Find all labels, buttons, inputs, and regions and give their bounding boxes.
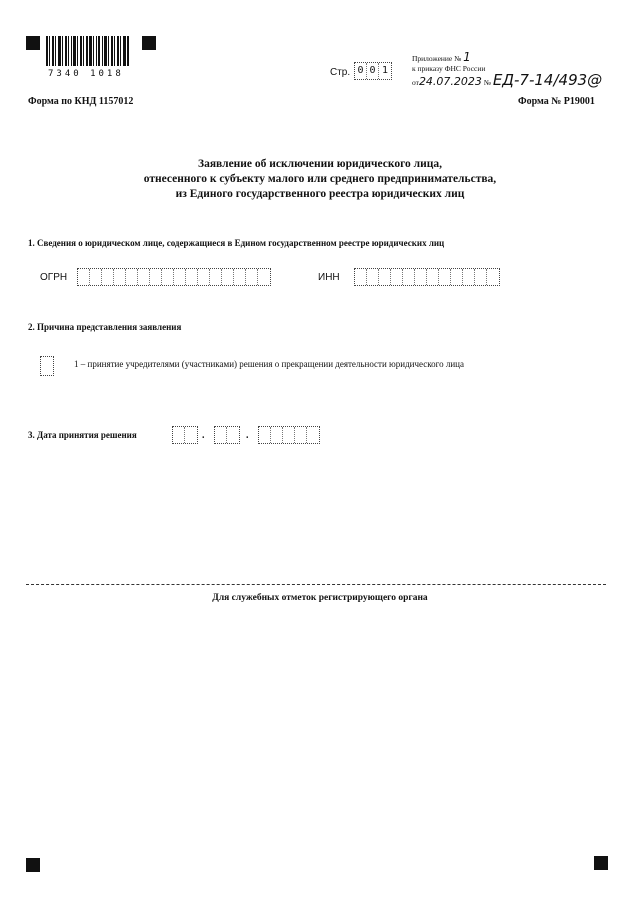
date-cell[interactable] <box>307 427 319 443</box>
decision-day-input[interactable] <box>172 426 198 444</box>
inn-cell[interactable] <box>391 269 403 285</box>
inn-cell[interactable] <box>451 269 463 285</box>
date-cell[interactable] <box>295 427 307 443</box>
ogrn-cell[interactable] <box>126 269 138 285</box>
inn-cell[interactable] <box>439 269 451 285</box>
inn-cell[interactable] <box>367 269 379 285</box>
inn-input[interactable] <box>354 268 500 286</box>
corner-marker-top-mid <box>142 36 156 50</box>
document-title <box>0 157 640 202</box>
date-cell[interactable] <box>215 427 227 443</box>
section-3-heading: 3. Дата принятия решения <box>28 430 137 440</box>
corner-marker-bottom-right <box>594 856 608 870</box>
inn-label: ИНН <box>318 272 340 283</box>
ogrn-cell[interactable] <box>114 269 126 285</box>
date-separator: . <box>246 430 249 441</box>
ogrn-cell[interactable] <box>186 269 198 285</box>
order-number: ЕД-7-14/493@ <box>492 71 603 89</box>
inn-cell[interactable] <box>415 269 427 285</box>
appendix-number: 1 <box>463 50 471 64</box>
ogrn-cell[interactable] <box>162 269 174 285</box>
appendix-label: Приложение № <box>412 54 462 63</box>
inn-cell[interactable] <box>355 269 367 285</box>
inn-cell[interactable] <box>487 269 499 285</box>
ogrn-cell[interactable] <box>222 269 234 285</box>
appendix-block <box>412 52 602 88</box>
title-line-3: из Единого государственного реестра юридических лиц <box>175 188 465 200</box>
date-cell[interactable] <box>283 427 295 443</box>
ogrn-cell[interactable] <box>150 269 162 285</box>
page-number-cells <box>354 62 392 80</box>
section-1-heading: 1. Сведения о юридическом лице, содержащиеся в Едином государственном реестре юридических лиц <box>28 238 445 248</box>
corner-marker-bottom-left <box>26 858 40 872</box>
page-digit: 0 <box>355 63 367 79</box>
inn-cell[interactable] <box>379 269 391 285</box>
inn-cell[interactable] <box>427 269 439 285</box>
form-number: Форма № Р19001 <box>518 96 595 107</box>
ogrn-cell[interactable] <box>102 269 114 285</box>
title-line-2: отнесенного к субъекту малого или среднего предпринимательства, <box>143 173 497 185</box>
page-digit: 1 <box>381 65 389 76</box>
service-label: Для служебных отметок регистрирующего органа <box>212 593 428 603</box>
inn-cell[interactable] <box>475 269 487 285</box>
form-knd: Форма по КНД 1157012 <box>28 96 134 107</box>
inn-cell[interactable] <box>463 269 475 285</box>
ogrn-cell[interactable] <box>234 269 246 285</box>
title-line-1: Заявление об исключении юридического лица, <box>198 158 442 170</box>
ogrn-cell[interactable] <box>198 269 210 285</box>
inn-cell[interactable] <box>403 269 415 285</box>
date-separator: . <box>202 430 205 441</box>
order-date: 24.07.2023 <box>418 75 482 88</box>
ogrn-cell[interactable] <box>246 269 258 285</box>
ogrn-input[interactable] <box>77 268 271 286</box>
decision-year-input[interactable] <box>258 426 320 444</box>
ogrn-cell[interactable] <box>210 269 222 285</box>
order-number-prefix: № <box>483 78 491 87</box>
order-date-prefix: от <box>412 78 419 87</box>
date-cell[interactable] <box>185 427 197 443</box>
ogrn-cell[interactable] <box>90 269 102 285</box>
barcode <box>46 36 130 66</box>
reason-option-1: 1 – принятие учредителями (участниками) решения о прекращении деятельности юридического лица <box>74 359 464 369</box>
page-digit: 0 <box>367 63 379 79</box>
reason-checkbox[interactable] <box>40 356 54 376</box>
service-divider <box>26 584 606 585</box>
ogrn-cell[interactable] <box>258 269 270 285</box>
ogrn-cell[interactable] <box>78 269 90 285</box>
order-label: к приказу ФНС России <box>412 64 486 73</box>
date-cell[interactable] <box>259 427 271 443</box>
corner-marker-top-left <box>26 36 40 50</box>
page-label: Стр. <box>330 67 351 78</box>
date-cell[interactable] <box>227 427 239 443</box>
date-cell[interactable] <box>173 427 185 443</box>
decision-month-input[interactable] <box>214 426 240 444</box>
ogrn-label: ОГРН <box>40 272 68 283</box>
reason-cell[interactable] <box>41 357 53 375</box>
section-2-heading: 2. Причина представления заявления <box>28 322 182 332</box>
barcode-number: 7340 1018 <box>48 69 124 79</box>
ogrn-cell[interactable] <box>138 269 150 285</box>
date-cell[interactable] <box>271 427 283 443</box>
ogrn-cell[interactable] <box>174 269 186 285</box>
